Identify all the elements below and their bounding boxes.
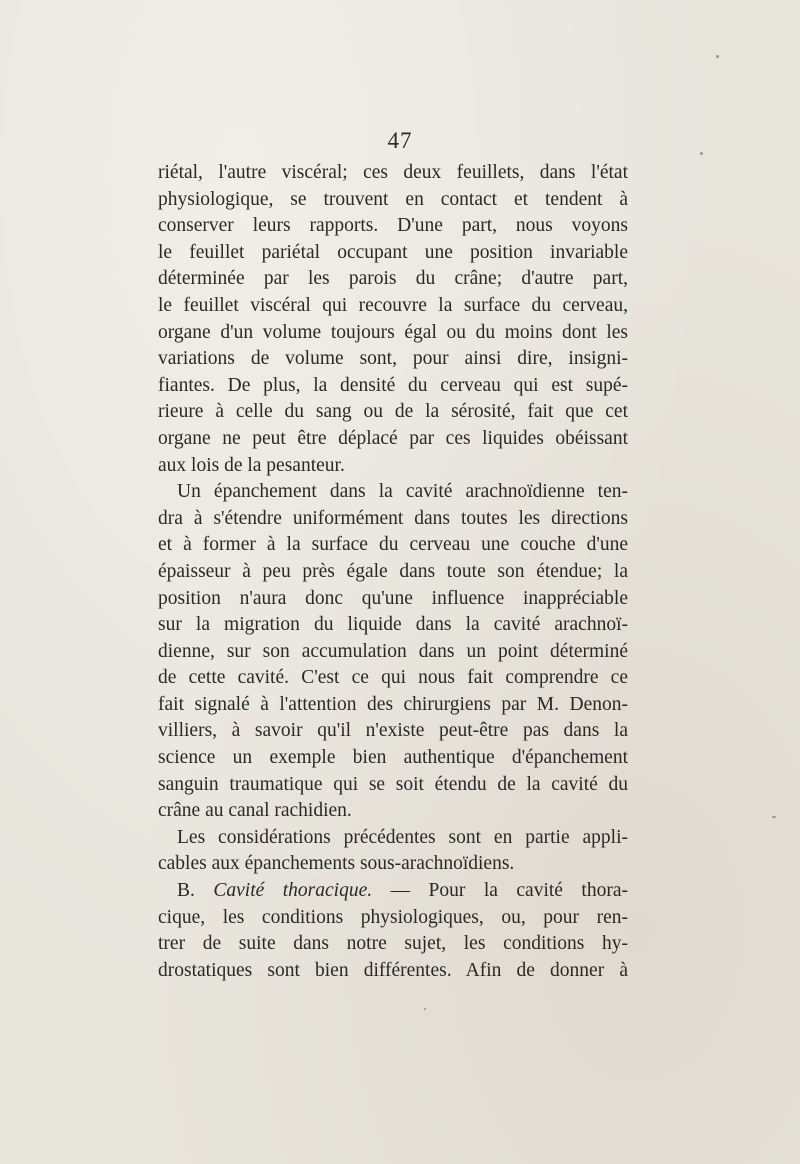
text-line: aux lois de la pesanteur. — [158, 454, 345, 476]
text-line: Les considérations précédentes sont en partie appli- — [177, 826, 628, 848]
text-line: cables aux épanchements sous-arachnoïdiens. — [158, 853, 515, 875]
text-line: conserver leurs rapports. D'une part, nous voyons — [158, 215, 628, 237]
text-line: cique, les conditions physiologiques, ou, pour ren- — [158, 906, 628, 928]
text-line: et à former à la surface du cerveau une couche d'une — [158, 534, 628, 556]
text-line — [158, 878, 628, 905]
page-number: 47 — [387, 128, 413, 153]
text-line: physiologique, se trouvent en contact et tendent à — [158, 188, 628, 210]
paper-speck — [424, 1008, 426, 1010]
text-line: drostatiques sont bien différentes. Afin de donner à — [158, 959, 628, 981]
text-line: trer de suite dans notre sujet, les conditions hy- — [158, 933, 628, 955]
body-text — [158, 160, 628, 984]
text-line: organe d'un volume toujours égal ou du moins dont les — [158, 321, 628, 343]
paper-speck — [716, 55, 719, 58]
text-line: fait signalé à l'attention des chirurgiens par M. Denon- — [158, 693, 628, 715]
text-line: dra à s'étendre uniformément dans toutes les directions — [158, 507, 628, 529]
text-line: variations de volume sont, pour ainsi dire, insigni- — [158, 348, 628, 370]
text-line: le feuillet pariétal occupant une position invariable — [158, 241, 628, 263]
paper-speck — [772, 816, 776, 818]
text-line: sanguin traumatique qui se soit étendu de la cavité du — [158, 773, 628, 795]
text-line: Un épanchement dans la cavité arachnoïdienne ten- — [177, 481, 628, 503]
text-line: organe ne peut être déplacé par ces liquides obéissant — [158, 427, 628, 449]
text-line: épaisseur à peu près égale dans toute son étendue; la — [158, 560, 628, 582]
text-line: riétal, l'autre viscéral; ces deux feuillets, dans l'état — [158, 162, 628, 183]
paper-speck — [700, 152, 703, 155]
text-line: fiantes. De plus, la densité du cerveau qui est supé- — [158, 374, 628, 396]
text-line: villiers, à savoir qu'il n'existe peut-être pas dans la — [158, 720, 628, 742]
text-line: déterminée par les parois du crâne; d'autre part, — [158, 268, 628, 290]
text-line: dienne, sur son accumulation dans un point déterminé — [158, 640, 628, 662]
section-marker: B. — [177, 880, 214, 902]
section-heading: Cavité thoracique. — [213, 880, 373, 902]
text-line: de cette cavité. C'est ce qui nous fait comprendre ce — [158, 667, 628, 689]
text-line: sur la migration du liquide dans la cavité arachnoï- — [158, 614, 628, 636]
text-line: science un exemple bien authentique d'épanchement — [158, 747, 628, 769]
text-line: rieure à celle du sang ou de la sérosité, fait que cet — [158, 401, 628, 423]
text-line: position n'aura donc qu'une influence inappréciable — [158, 587, 628, 609]
text-line: crâne au canal rachidien. — [158, 800, 352, 822]
text-line: le feuillet viscéral qui recouvre la surface du cerveau, — [158, 294, 628, 316]
text-line-continuation: — Pour la cavité thora- — [372, 880, 628, 902]
